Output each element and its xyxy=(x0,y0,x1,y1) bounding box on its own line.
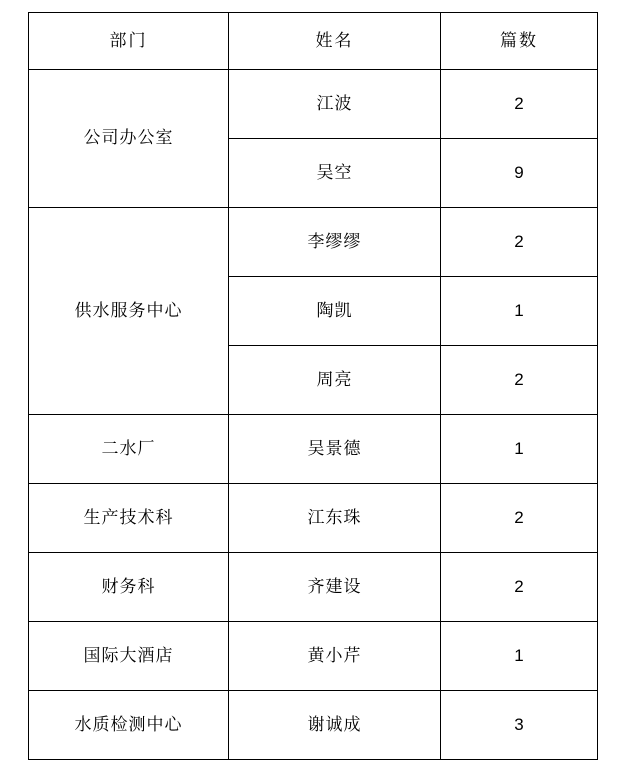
table-row xyxy=(29,208,598,277)
table-row xyxy=(29,415,598,484)
count-cell: 1 xyxy=(441,415,598,484)
count-cell: 2 xyxy=(441,70,598,139)
table-row xyxy=(29,484,598,553)
name-cell: 江波 xyxy=(229,70,441,139)
name-cell: 谢诚成 xyxy=(229,691,441,760)
name-cell: 齐建设 xyxy=(229,553,441,622)
count-cell: 1 xyxy=(441,622,598,691)
department-cell: 生产技术科 xyxy=(29,484,229,553)
column-header-count: 篇数 xyxy=(441,13,598,70)
column-header-name: 姓名 xyxy=(229,13,441,70)
count-cell: 2 xyxy=(441,208,598,277)
table-row xyxy=(29,691,598,760)
department-cell: 国际大酒店 xyxy=(29,622,229,691)
name-cell: 周亮 xyxy=(229,346,441,415)
department-cell: 公司办公室 xyxy=(29,70,229,208)
name-cell: 吴景德 xyxy=(229,415,441,484)
count-cell: 2 xyxy=(441,346,598,415)
name-cell: 李缪缪 xyxy=(229,208,441,277)
name-cell: 陶凯 xyxy=(229,277,441,346)
count-cell: 1 xyxy=(441,277,598,346)
table-header-row xyxy=(29,13,598,70)
table-row xyxy=(29,70,598,139)
count-cell: 9 xyxy=(441,139,598,208)
department-cell: 财务科 xyxy=(29,553,229,622)
department-cell: 供水服务中心 xyxy=(29,208,229,415)
statistics-table xyxy=(28,12,598,760)
department-cell: 水质检测中心 xyxy=(29,691,229,760)
name-cell: 黄小芹 xyxy=(229,622,441,691)
column-header-department: 部门 xyxy=(29,13,229,70)
name-cell: 江东珠 xyxy=(229,484,441,553)
table-body xyxy=(29,13,598,760)
table-row xyxy=(29,622,598,691)
name-cell: 吴空 xyxy=(229,139,441,208)
count-cell: 3 xyxy=(441,691,598,760)
table-row xyxy=(29,553,598,622)
department-cell: 二水厂 xyxy=(29,415,229,484)
count-cell: 2 xyxy=(441,484,598,553)
count-cell: 2 xyxy=(441,553,598,622)
